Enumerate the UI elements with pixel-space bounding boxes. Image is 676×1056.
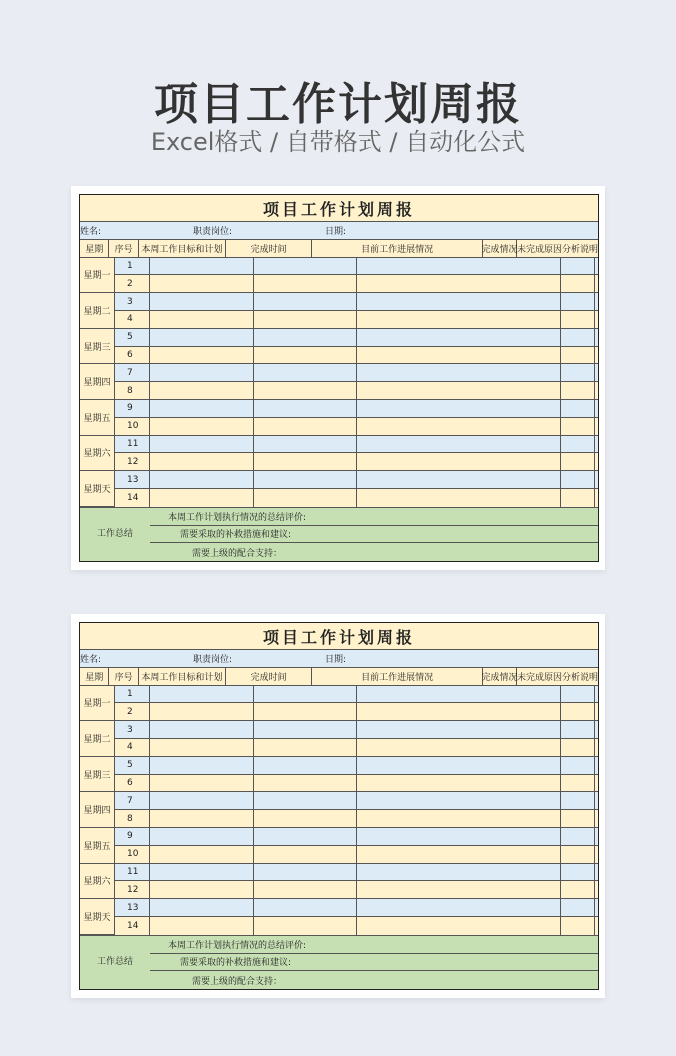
info-position: 职责岗位: xyxy=(193,654,233,665)
input-cell[interactable] xyxy=(254,258,357,275)
input-cell[interactable] xyxy=(150,258,254,275)
column-header: 完成时间 xyxy=(226,668,312,685)
input-cell[interactable] xyxy=(595,828,598,845)
input-cell[interactable] xyxy=(254,489,357,507)
info-position: 职责岗位: xyxy=(193,226,233,237)
table-row xyxy=(115,293,598,311)
row-number: 9 xyxy=(115,828,150,845)
input-cell[interactable] xyxy=(561,792,595,809)
table-row xyxy=(115,828,598,846)
input-cell[interactable] xyxy=(561,828,595,845)
hero-title: 项目工作计划周报 xyxy=(154,79,522,130)
input-cell[interactable] xyxy=(595,382,598,399)
table-row xyxy=(115,364,598,382)
spreadsheet xyxy=(79,622,599,990)
week-grid xyxy=(80,258,598,507)
input-cell[interactable] xyxy=(357,364,561,381)
input-cell[interactable] xyxy=(357,275,561,292)
input-cell[interactable] xyxy=(595,311,598,328)
input-cell[interactable] xyxy=(254,864,357,881)
input-cell[interactable] xyxy=(254,471,357,488)
input-cell[interactable] xyxy=(595,899,598,916)
info-name: 姓名: xyxy=(80,654,102,665)
input-cell[interactable] xyxy=(254,329,357,346)
input-cell[interactable] xyxy=(150,275,254,292)
summary-section xyxy=(80,507,598,561)
input-cell[interactable] xyxy=(357,293,561,310)
input-cell[interactable] xyxy=(595,471,598,488)
input-cell[interactable] xyxy=(254,275,357,292)
input-cell[interactable] xyxy=(254,899,357,916)
input-cell[interactable] xyxy=(595,293,598,310)
column-header: 星期 xyxy=(80,240,109,257)
summary-line[interactable]: 需要上级的配合支持： xyxy=(192,548,283,559)
input-cell[interactable] xyxy=(150,453,254,470)
summary-label-line: 总结 xyxy=(115,528,134,539)
input-cell[interactable] xyxy=(254,757,357,774)
input-cell[interactable] xyxy=(561,275,595,292)
input-cell[interactable] xyxy=(254,364,357,381)
day-label: 星期一 xyxy=(80,686,114,722)
table-row xyxy=(115,453,598,471)
input-cell[interactable] xyxy=(254,311,357,328)
day-label: 星期四 xyxy=(80,792,114,828)
input-cell[interactable] xyxy=(150,382,254,399)
input-cell[interactable] xyxy=(254,686,357,703)
table-row xyxy=(115,489,598,507)
input-cell[interactable] xyxy=(150,418,254,435)
summary-label xyxy=(80,508,150,561)
spreadsheet xyxy=(79,194,599,562)
column-header: 完成情况 xyxy=(483,668,517,685)
week-grid xyxy=(80,686,598,935)
input-cell[interactable] xyxy=(357,899,561,916)
row-number: 7 xyxy=(115,364,150,381)
row-number: 3 xyxy=(115,721,150,738)
summary-line[interactable]: 需要采取的补救措施和建议: xyxy=(150,954,598,972)
row-number: 13 xyxy=(115,471,150,488)
sheet-card-1 xyxy=(71,186,605,570)
input-cell[interactable] xyxy=(561,703,595,720)
row-number: 3 xyxy=(115,293,150,310)
input-cell[interactable] xyxy=(254,917,357,935)
column-header: 未完成原因分析说明 xyxy=(516,672,598,683)
input-cell[interactable] xyxy=(254,453,357,470)
input-cell[interactable] xyxy=(357,810,561,827)
row-number: 14 xyxy=(115,917,150,935)
input-cell[interactable] xyxy=(561,329,595,346)
hero-subtitle: Excel格式 / 自带格式 / 自动化公式 xyxy=(150,128,526,156)
row-number: 5 xyxy=(115,757,150,774)
row-number: 4 xyxy=(115,739,150,756)
input-cell[interactable] xyxy=(254,775,357,792)
input-cell[interactable] xyxy=(561,899,595,916)
day-label: 星期一 xyxy=(80,258,114,294)
table-row xyxy=(115,881,598,899)
input-cell[interactable] xyxy=(150,703,254,720)
input-cell[interactable] xyxy=(357,311,561,328)
input-cell[interactable] xyxy=(561,810,595,827)
input-cell[interactable] xyxy=(595,347,598,364)
input-cell[interactable] xyxy=(357,828,561,845)
input-cell[interactable] xyxy=(150,686,254,703)
input-cell[interactable] xyxy=(561,739,595,756)
input-cell[interactable] xyxy=(150,757,254,774)
input-cell[interactable] xyxy=(561,686,595,703)
input-cell[interactable] xyxy=(357,453,561,470)
input-cell[interactable] xyxy=(357,757,561,774)
table-row xyxy=(115,792,598,810)
input-cell[interactable] xyxy=(595,917,598,935)
input-cell[interactable] xyxy=(595,846,598,863)
row-number: 8 xyxy=(115,382,150,399)
input-cell[interactable] xyxy=(595,436,598,453)
table-row xyxy=(115,418,598,436)
input-cell[interactable] xyxy=(595,329,598,346)
column-header: 完成时间 xyxy=(226,240,312,257)
input-cell[interactable] xyxy=(561,775,595,792)
day-label: 星期五 xyxy=(80,400,114,436)
input-cell[interactable] xyxy=(561,382,595,399)
day-label: 星期四 xyxy=(80,364,114,400)
summary-line[interactable]: 需要采取的补救措施和建议: xyxy=(150,526,598,544)
column-header: 本周工作目标和计划 xyxy=(139,240,226,257)
row-number: 4 xyxy=(115,311,150,328)
row-number: 10 xyxy=(115,846,150,863)
input-cell[interactable] xyxy=(254,792,357,809)
summary-label xyxy=(80,936,150,989)
input-cell[interactable] xyxy=(357,881,561,898)
day-label: 星期二 xyxy=(80,293,114,329)
input-cell[interactable] xyxy=(150,792,254,809)
summary-label-line: 工作 xyxy=(96,956,115,967)
input-cell[interactable] xyxy=(150,347,254,364)
row-number: 2 xyxy=(115,275,150,292)
input-cell[interactable] xyxy=(150,329,254,346)
table-row xyxy=(115,686,598,704)
input-cell[interactable] xyxy=(561,453,595,470)
column-header: 星期 xyxy=(80,668,109,685)
input-cell[interactable] xyxy=(150,775,254,792)
input-cell[interactable] xyxy=(595,400,598,417)
input-cell[interactable] xyxy=(150,917,254,935)
row-number: 11 xyxy=(115,436,150,453)
input-cell[interactable] xyxy=(595,739,598,756)
input-cell[interactable] xyxy=(150,810,254,827)
input-cell[interactable] xyxy=(150,864,254,881)
info-row xyxy=(80,222,598,240)
input-cell[interactable] xyxy=(595,686,598,703)
input-cell[interactable] xyxy=(357,436,561,453)
summary-line[interactable]: 需要上级的配合支持： xyxy=(192,976,283,987)
input-cell[interactable] xyxy=(357,686,561,703)
input-cell[interactable] xyxy=(150,739,254,756)
input-cell[interactable] xyxy=(357,739,561,756)
table-row xyxy=(115,899,598,917)
input-cell[interactable] xyxy=(357,400,561,417)
input-cell[interactable] xyxy=(561,400,595,417)
input-cell[interactable] xyxy=(561,721,595,738)
day-label: 星期六 xyxy=(80,436,114,472)
input-cell[interactable] xyxy=(357,347,561,364)
day-label: 星期天 xyxy=(80,471,114,507)
table-row xyxy=(115,810,598,828)
input-cell[interactable] xyxy=(357,703,561,720)
input-cell[interactable] xyxy=(150,293,254,310)
input-cell[interactable] xyxy=(357,471,561,488)
input-cell[interactable] xyxy=(357,846,561,863)
day-column xyxy=(80,258,115,507)
summary-line[interactable]: 本周工作计划执行情况的总结评价: xyxy=(150,508,598,526)
input-cell[interactable] xyxy=(150,436,254,453)
input-cell[interactable] xyxy=(254,293,357,310)
input-cell[interactable] xyxy=(357,864,561,881)
row-number: 12 xyxy=(115,453,150,470)
input-cell[interactable] xyxy=(150,899,254,916)
input-cell[interactable] xyxy=(561,311,595,328)
table-row xyxy=(115,258,598,276)
input-cell[interactable] xyxy=(357,917,561,935)
info-date: 日期: xyxy=(325,226,347,237)
column-header: 序号 xyxy=(109,240,138,257)
input-cell[interactable] xyxy=(561,293,595,310)
input-cell[interactable] xyxy=(254,721,357,738)
input-cell[interactable] xyxy=(595,489,598,507)
row-number: 5 xyxy=(115,329,150,346)
sheet-title: 项目工作计划周报 xyxy=(80,623,598,650)
input-cell[interactable] xyxy=(150,828,254,845)
input-cell[interactable] xyxy=(254,400,357,417)
header-row xyxy=(80,240,598,258)
input-cell[interactable] xyxy=(254,418,357,435)
input-cell[interactable] xyxy=(254,810,357,827)
table-row xyxy=(115,703,598,721)
input-cell[interactable] xyxy=(254,436,357,453)
input-cell[interactable] xyxy=(561,881,595,898)
input-cell[interactable] xyxy=(254,881,357,898)
column-header: 完成情况 xyxy=(483,240,517,257)
table-row xyxy=(115,347,598,365)
day-label: 星期二 xyxy=(80,721,114,757)
row-number: 6 xyxy=(115,775,150,792)
input-cell[interactable] xyxy=(357,721,561,738)
input-cell[interactable] xyxy=(150,489,254,507)
input-cell[interactable] xyxy=(561,418,595,435)
row-number: 1 xyxy=(115,686,150,703)
row-number: 1 xyxy=(115,258,150,275)
table-row xyxy=(115,329,598,347)
input-cell[interactable] xyxy=(595,258,598,275)
info-name: 姓名: xyxy=(80,226,102,237)
input-cell[interactable] xyxy=(595,775,598,792)
input-cell[interactable] xyxy=(561,917,595,935)
column-header: 本周工作目标和计划 xyxy=(139,668,226,685)
input-cell[interactable] xyxy=(254,846,357,863)
column-header: 目前工作进展情况 xyxy=(312,668,483,685)
input-cell[interactable] xyxy=(595,864,598,881)
input-cell[interactable] xyxy=(254,382,357,399)
input-cell[interactable] xyxy=(561,489,595,507)
input-cell[interactable] xyxy=(150,400,254,417)
table-row xyxy=(115,775,598,793)
header-row xyxy=(80,668,598,686)
day-column xyxy=(80,686,115,935)
input-cell[interactable] xyxy=(357,792,561,809)
input-cell[interactable] xyxy=(357,418,561,435)
row-number: 11 xyxy=(115,864,150,881)
summary-section xyxy=(80,935,598,989)
row-number: 13 xyxy=(115,899,150,916)
table-row xyxy=(115,917,598,935)
input-cell[interactable] xyxy=(150,311,254,328)
table-row xyxy=(115,757,598,775)
table-row xyxy=(115,471,598,489)
row-number: 7 xyxy=(115,792,150,809)
input-cell[interactable] xyxy=(595,275,598,292)
column-header: 目前工作进展情况 xyxy=(312,240,483,257)
input-cell[interactable] xyxy=(561,436,595,453)
sheet-card-2 xyxy=(71,614,605,998)
input-cell[interactable] xyxy=(254,703,357,720)
table-row xyxy=(115,864,598,882)
input-cell[interactable] xyxy=(595,703,598,720)
table-row xyxy=(115,311,598,329)
input-cell[interactable] xyxy=(254,828,357,845)
input-cell[interactable] xyxy=(150,364,254,381)
input-cell[interactable] xyxy=(595,810,598,827)
input-cell[interactable] xyxy=(561,258,595,275)
input-cell[interactable] xyxy=(150,881,254,898)
input-cell[interactable] xyxy=(595,792,598,809)
table-row xyxy=(115,846,598,864)
summary-line[interactable]: 本周工作计划执行情况的总结评价: xyxy=(150,936,598,954)
input-cell[interactable] xyxy=(595,453,598,470)
summary-label-line: 工作 xyxy=(96,528,115,539)
row-number: 6 xyxy=(115,347,150,364)
input-cell[interactable] xyxy=(254,739,357,756)
input-cell[interactable] xyxy=(357,382,561,399)
input-cell[interactable] xyxy=(254,347,357,364)
day-label: 星期三 xyxy=(80,329,114,365)
row-number: 10 xyxy=(115,418,150,435)
input-cell[interactable] xyxy=(357,329,561,346)
day-label: 星期天 xyxy=(80,899,114,935)
input-cell[interactable] xyxy=(595,418,598,435)
info-date: 日期: xyxy=(325,654,347,665)
row-number: 2 xyxy=(115,703,150,720)
input-cell[interactable] xyxy=(561,364,595,381)
row-number: 14 xyxy=(115,489,150,507)
row-number: 8 xyxy=(115,810,150,827)
table-row xyxy=(115,275,598,293)
input-cell[interactable] xyxy=(561,864,595,881)
day-label: 星期五 xyxy=(80,828,114,864)
table-row xyxy=(115,436,598,454)
sheet-title: 项目工作计划周报 xyxy=(80,195,598,222)
input-cell[interactable] xyxy=(561,347,595,364)
input-cell[interactable] xyxy=(561,757,595,774)
row-number: 12 xyxy=(115,881,150,898)
input-cell[interactable] xyxy=(561,846,595,863)
input-cell[interactable] xyxy=(595,881,598,898)
table-row xyxy=(115,721,598,739)
table-row xyxy=(115,400,598,418)
input-cell[interactable] xyxy=(561,471,595,488)
column-header: 序号 xyxy=(109,668,138,685)
input-cell[interactable] xyxy=(595,721,598,738)
input-cell[interactable] xyxy=(357,258,561,275)
input-cell[interactable] xyxy=(150,471,254,488)
input-cell[interactable] xyxy=(150,846,254,863)
table-row xyxy=(115,739,598,757)
summary-label-line: 总结 xyxy=(115,956,134,967)
table-row xyxy=(115,382,598,400)
day-label: 星期三 xyxy=(80,757,114,793)
input-cell[interactable] xyxy=(595,757,598,774)
column-header: 未完成原因分析说明 xyxy=(516,244,598,255)
input-cell[interactable] xyxy=(150,721,254,738)
input-cell[interactable] xyxy=(357,775,561,792)
row-number: 9 xyxy=(115,400,150,417)
input-cell[interactable] xyxy=(595,364,598,381)
info-row xyxy=(80,650,598,668)
day-label: 星期六 xyxy=(80,864,114,900)
input-cell[interactable] xyxy=(357,489,561,507)
